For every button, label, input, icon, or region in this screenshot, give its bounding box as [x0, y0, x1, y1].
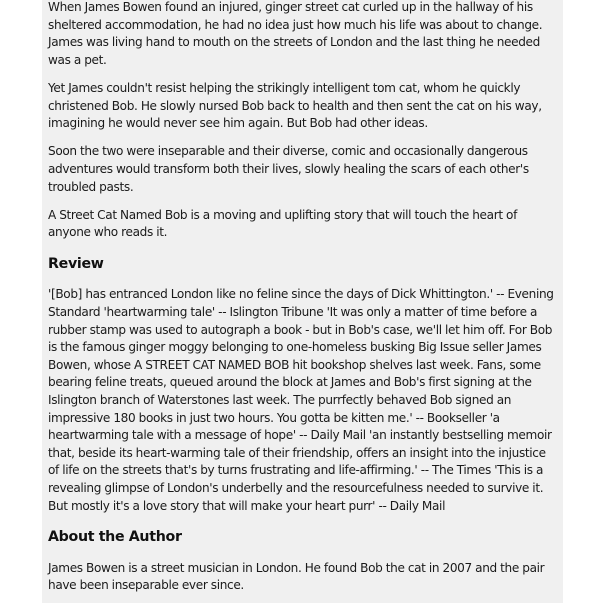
book-description-panel: [42, 0, 563, 603]
description-paragraph: Soon the two were inseparable and their diverse, comic and occasionally dangerous adventures would transform both their lives, slowly healing the scars of each other's troubled pasts.: [48, 144, 529, 194]
about-author-text: James Bowen is a street musician in London. He found Bob the cat in 2007 and the pair have been inseparable ever since.: [48, 560, 545, 593]
description-paragraph: When James Bowen found an injured, ginger street cat curled up in the hallway of his sheltered accommodation, he had no idea just how much his life was about to change. James was living hand to mouth on the streets of London and the last thing he needed was a pet.: [48, 0, 543, 67]
description-paragraph: Yet James couldn't resist helping the strikingly intelligent tom cat, whom he quickly christened Bob. He slowly nursed Bob back to health and then sent the cat on his way, imagining he would never see him again. But Bob had other ideas.: [48, 80, 542, 131]
about-author-heading: About the Author: [48, 529, 182, 546]
review-text: '[Bob] has entranced London like no feline since the days of Dick Whittington.' -- Evening Standard 'heartwarming tale' -- Islington Tribune 'It was only a matter of time before a rubber stamp was used to autograph a book - but in Bob's case, we'll let him off. For Bob is the famous ginger moggy belonging to one-homeless busking Big Issue seller James Bowen, whose A STREET CAT NAMED BOB hit bookshop shelves last week. Fans, some bearing feline treats, queued around the block at James and Bob's first signing at the Islington branch of Waterstones last week. The purrfectly behaved Bob signed an impressive 180 books in just two hours. You gotta be kitten me.' -- Bookseller 'a heartwarming tale with a message of hope' -- Daily Mail 'an instantly bestselling memoir that, beside its heart-warming tale of their friendship, offers an insight into the injustice of life on the streets that's by turns frustrating and life-affirming.' -- The Times 'This is a revealing glimpse of London's underbelly and the resourcefulness needed to survive it. But mostly it's a love story that will make your heart purr' -- Daily Mail: [48, 287, 554, 513]
review-heading: Review: [48, 255, 104, 272]
description-paragraph: A Street Cat Named Bob is a moving and uplifting story that will touch the heart of anyone who reads it.: [48, 207, 517, 240]
